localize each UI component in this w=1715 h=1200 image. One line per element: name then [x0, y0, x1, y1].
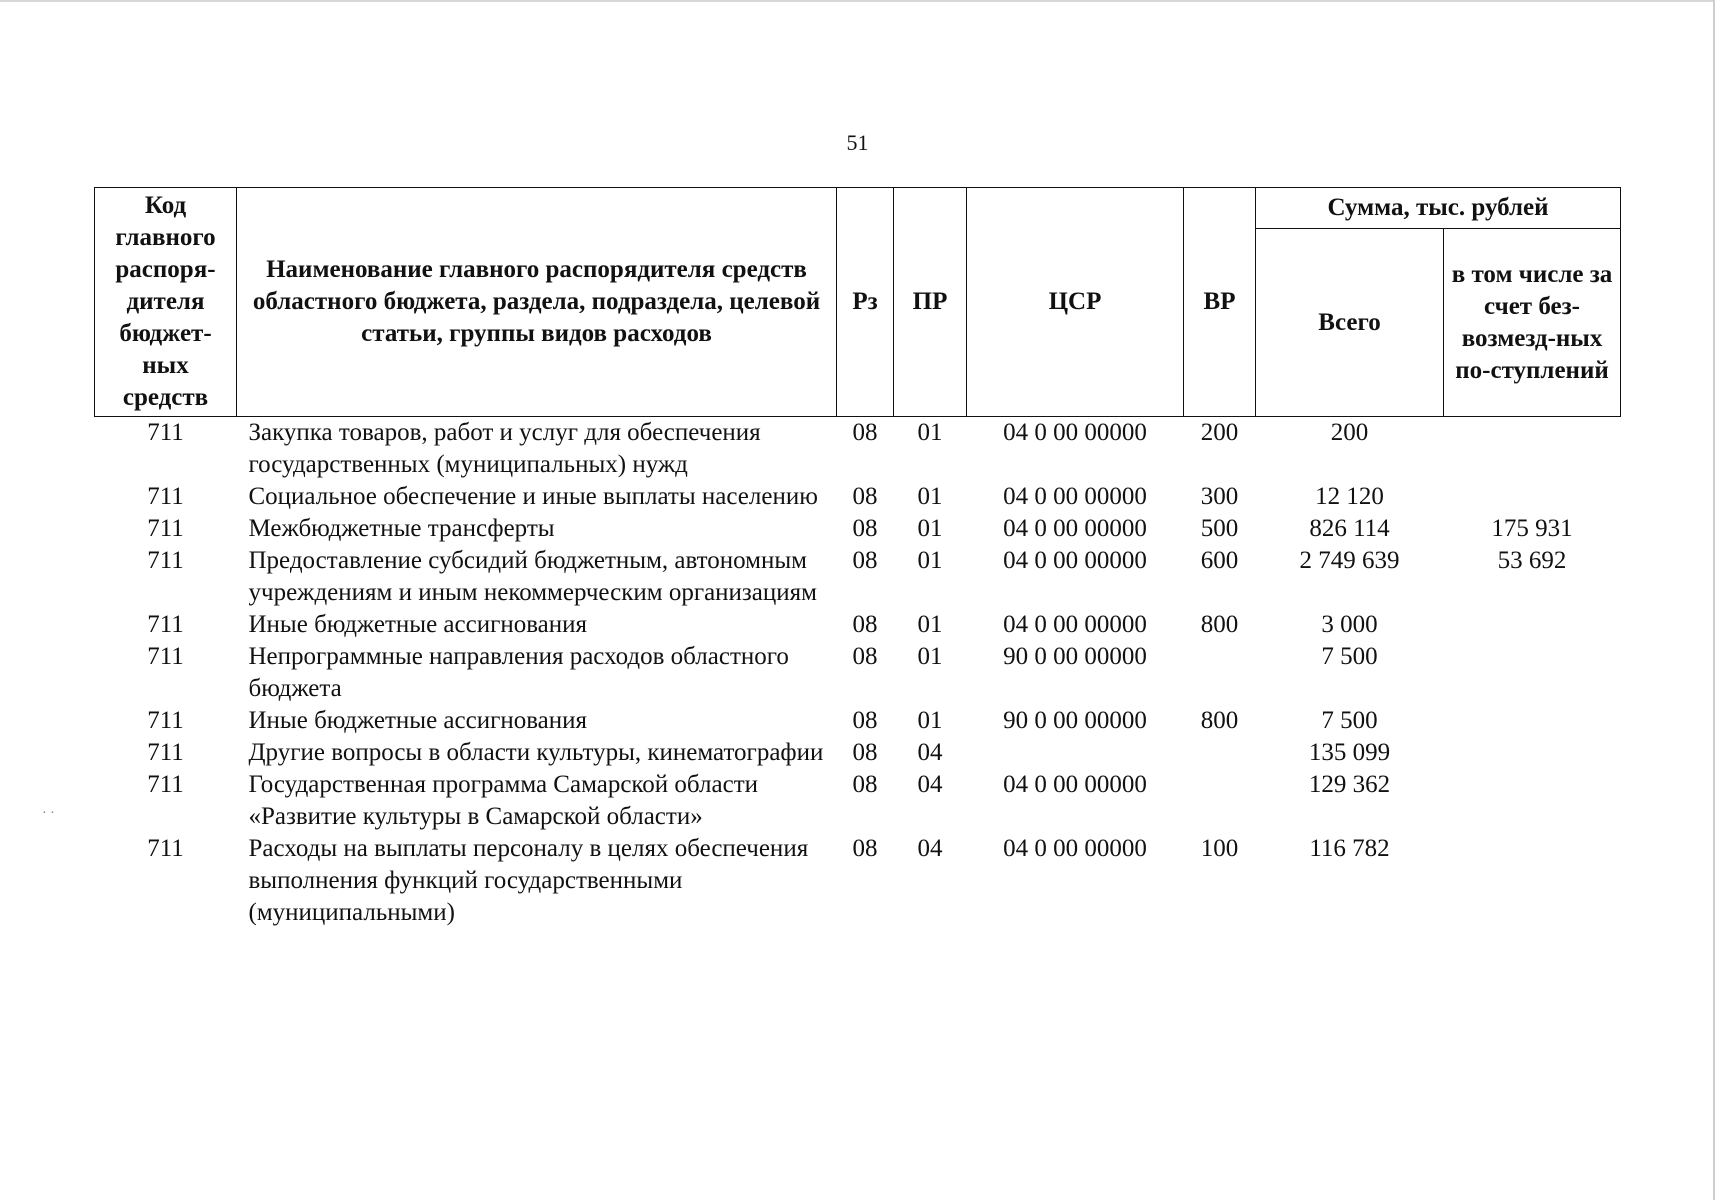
scan-top-edge [0, 0, 1715, 2]
cell-incl [1444, 737, 1621, 769]
cell-total: 2 749 639 [1299, 547, 1400, 574]
cell-incl [1444, 609, 1621, 641]
cell-code: 711 [147, 483, 184, 510]
cell-pr: 01 [917, 515, 943, 542]
table-row [95, 609, 1621, 641]
table-row [95, 737, 1621, 769]
scan-speck: · · [42, 806, 55, 821]
table-row [95, 417, 1621, 482]
cell-total: 135 099 [1308, 739, 1391, 766]
table-row [95, 641, 1621, 705]
cell-vr [1184, 641, 1256, 705]
cell-vr [1184, 769, 1256, 833]
table-row [95, 481, 1621, 513]
cell-incl [1444, 705, 1621, 737]
table-header [95, 188, 1621, 417]
cell-vr: 200 [1200, 419, 1239, 446]
cell-code: 711 [147, 547, 184, 574]
table-row [95, 545, 1621, 609]
header-code: Код главного распоря-дителя бюджет-ных средств [95, 188, 237, 417]
header-total: Всего [1256, 229, 1444, 417]
cell-incl [1444, 833, 1621, 929]
cell-name: Государственная программа Самарской области «Развитие культуры в Самарской области» [248, 771, 758, 830]
cell-incl: 175 931 [1491, 515, 1573, 542]
cell-csr: 04 0 00 00000 [1003, 483, 1147, 510]
cell-total: 200 [1330, 419, 1369, 446]
cell-incl: 53 692 [1497, 547, 1567, 574]
cell-code: 711 [147, 515, 184, 542]
cell-code: 711 [147, 707, 184, 734]
cell-csr [967, 737, 1184, 769]
cell-pr: 01 [917, 483, 943, 510]
cell-rz: 08 [852, 707, 878, 734]
cell-vr: 500 [1200, 515, 1239, 542]
cell-pr: 04 [917, 835, 943, 862]
budget-table [94, 187, 1621, 929]
cell-pr: 01 [917, 611, 943, 638]
cell-name: Предоставление субсидий бюджетным, автономным учреждениям и иным некоммерческим организациям [248, 547, 817, 606]
table-body [95, 417, 1621, 930]
cell-vr: 300 [1200, 483, 1239, 510]
cell-rz: 08 [852, 419, 878, 446]
cell-rz: 08 [852, 515, 878, 542]
cell-pr: 01 [917, 643, 943, 670]
table-row [95, 705, 1621, 737]
cell-total: 826 114 [1309, 515, 1390, 542]
cell-incl [1444, 481, 1621, 513]
cell-rz: 08 [852, 835, 878, 862]
cell-csr: 04 0 00 00000 [1003, 419, 1147, 446]
cell-total: 7 500 [1321, 707, 1378, 734]
cell-pr: 01 [917, 419, 943, 446]
cell-rz: 08 [852, 611, 878, 638]
header-name: Наименование главного распорядителя средств областного бюджета, раздела, подраздела, целевой статьи, группы видов расходов [237, 188, 837, 417]
cell-incl [1444, 417, 1621, 482]
cell-csr: 04 0 00 00000 [1003, 611, 1147, 638]
cell-rz: 08 [852, 771, 878, 798]
cell-code: 711 [147, 739, 184, 766]
cell-name: Социальное обеспечение и иные выплаты населению [248, 483, 818, 510]
page-number: 51 [846, 130, 869, 155]
cell-rz: 08 [852, 483, 878, 510]
cell-pr: 04 [917, 739, 943, 766]
cell-csr: 04 0 00 00000 [1003, 835, 1147, 862]
cell-code: 711 [147, 835, 184, 862]
cell-name: Иные бюджетные ассигнования [248, 707, 588, 734]
cell-csr: 04 0 00 00000 [1003, 515, 1147, 542]
cell-total: 129 362 [1308, 771, 1391, 798]
cell-total: 116 782 [1309, 835, 1390, 862]
cell-name: Расходы на выплаты персоналу в целях обеспечения выполнения функций государственными (муниципальными) [248, 835, 809, 926]
cell-csr: 90 0 00 00000 [1003, 643, 1147, 670]
cell-rz: 08 [852, 547, 878, 574]
cell-rz: 08 [852, 643, 878, 670]
cell-code: 711 [147, 643, 184, 670]
header-csr: ЦСР [967, 188, 1184, 417]
cell-csr: 04 0 00 00000 [1003, 771, 1147, 798]
cell-vr: 800 [1200, 707, 1239, 734]
cell-vr: 600 [1200, 547, 1239, 574]
cell-pr: 01 [917, 547, 943, 574]
cell-vr: 100 [1200, 835, 1239, 862]
cell-pr: 04 [917, 771, 943, 798]
cell-total: 12 120 [1315, 483, 1384, 510]
header-pr: ПР [894, 188, 967, 417]
cell-total: 7 500 [1321, 643, 1378, 670]
cell-name: Закупка товаров, работ и услуг для обеспечения государственных (муниципальных) нужд [248, 419, 761, 478]
cell-csr: 90 0 00 00000 [1003, 707, 1147, 734]
cell-vr [1184, 737, 1256, 769]
cell-code: 711 [147, 771, 184, 798]
cell-pr: 01 [917, 707, 943, 734]
cell-code: 711 [147, 611, 184, 638]
table-row [95, 513, 1621, 545]
cell-code: 711 [147, 419, 184, 446]
cell-incl [1444, 641, 1621, 705]
cell-name: Иные бюджетные ассигнования [248, 611, 588, 638]
cell-incl [1444, 769, 1621, 833]
cell-total: 3 000 [1321, 611, 1378, 638]
header-vr: ВР [1184, 188, 1256, 417]
table-row [95, 833, 1621, 929]
header-rz: Рз [837, 188, 894, 417]
header-incl: в том числе за счет без-возмезд-ных по-ступлений [1444, 229, 1621, 417]
cell-name: Другие вопросы в области культуры, кинематографии [248, 739, 824, 766]
cell-name: Межбюджетные трансферты [248, 515, 555, 542]
cell-csr: 04 0 00 00000 [1003, 547, 1147, 574]
cell-name: Непрограммные направления расходов областного бюджета [248, 643, 789, 702]
cell-rz: 08 [852, 739, 878, 766]
table-row [95, 769, 1621, 833]
header-sum: Сумма, тыс. рублей [1256, 188, 1621, 229]
cell-vr: 800 [1200, 611, 1239, 638]
